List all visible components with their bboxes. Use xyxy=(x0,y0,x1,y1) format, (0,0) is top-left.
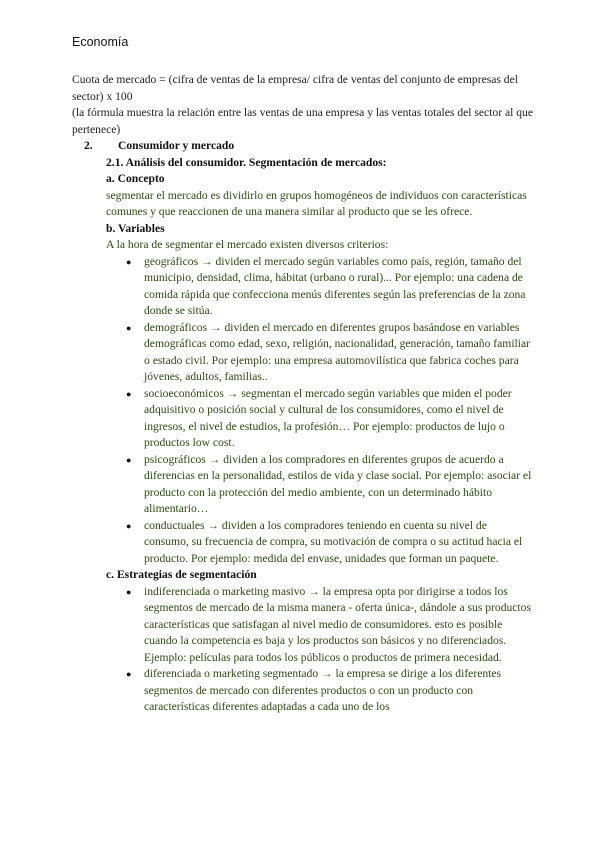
list-item: ● geográficos → dividen el mercado según variables como país, región, tamaño del municipio, densidad, clima, hábitat (urbano o rural)... Por ejemplo: una cadena de comida rápida que confecciona menús diferentes según las preferencias de la zona donde se sitúa. xyxy=(126,254,526,317)
section-heading xyxy=(72,138,534,155)
subsection-title: 2.1. Análisis del consumidor. Segmentación de mercados: xyxy=(106,155,387,169)
bullet-icon: ● xyxy=(126,388,132,399)
page-content xyxy=(72,72,534,716)
market-share-formula: Cuota de mercado = (cifra de ventas de la empresa/ cifra de ventas del conjunto de empresas del sector) x 100 xyxy=(72,73,518,103)
variables-list xyxy=(72,254,534,568)
variables-intro: A la hora de segmentar el mercado existen diversos criterios: xyxy=(106,238,389,251)
concept-heading: a. Concepto xyxy=(106,172,165,185)
concept-text: segmentar el mercado es dividirlo en grupos homogéneos de individuos con características comunes y que reaccionen de una manera similar al producto que se les ofrece. xyxy=(106,188,527,218)
list-item: ● conductuales → dividen a los compradores teniendo en cuenta su nivel de consumo, su frecuencia de compra, su motivación de compra o su actitud hacia el producto. Por ejemplo: medida del envase, unidades que forman un paquete. xyxy=(126,518,523,565)
list-item: ● indiferenciada o marketing masivo → la empresa opta por dirigirse a todos los segmentos de mercado de la misma manera - oferta única-, dándole a sus productos características que satisfagan al nivel medio de consumidores. esto es posible cuando la competencia es baja y los productos son básicos y no diferenciados. Ejemplo: películas para todos los públicos o productos de primera necesidad. xyxy=(126,584,531,664)
intro-block xyxy=(72,72,534,138)
bullet-icon: ● xyxy=(126,322,132,333)
bullet-icon: ● xyxy=(126,256,132,267)
document-header: Economía xyxy=(72,35,129,49)
variables-heading: b. Variables xyxy=(106,221,165,235)
bullet-icon: ● xyxy=(126,669,132,679)
bullet-icon: ● xyxy=(126,520,132,531)
section-number: 2. xyxy=(84,139,93,152)
list-item: ● demográficos → dividen el mercado en diferentes grupos basándose en variables demográficas como edad, sexo, religión, nacionalidad, generación, tamaño familiar o estado civil. Por ejemplo: una empresa automovilística que fabrica coches para jóvenes, adultos, familias.. xyxy=(126,320,530,383)
list-item: ● diferenciada o marketing segmentado → la empresa se dirige a los diferentes segmentos de mercado con diferentes productos o con un producto con características diferentes adaptadas a cada uno de los xyxy=(126,667,502,713)
list-item: ● psicográficos → dividen a los compradores en diferentes grupos de acuerdo a diferencias en la personalidad, estilos de vida y clase social. Por ejemplo: asociar el producto con la protección del medio ambiente, con un determinado hábito alimentario… xyxy=(126,452,532,515)
list-item: ● socioeconómicos → segmentan el mercado según variables que miden el poder adquisitivo o posición social y cultural de los consumidores, como el nivel de ingresos, el nivel de estudios, la profesión… Por ejemplo: productos de lujo o productos low cost. xyxy=(126,386,512,449)
formula-note: (la fórmula muestra la relación entre las ventas de una empresa y las ventas totales del sector al que pertenece) xyxy=(72,106,533,136)
strategies-list xyxy=(72,584,534,716)
bullet-icon: ● xyxy=(126,454,132,465)
section-title: Consumidor y mercado xyxy=(118,139,235,152)
strategies-heading: c. Estrategias de segmentación xyxy=(106,568,257,581)
bullet-icon: ● xyxy=(126,586,132,597)
